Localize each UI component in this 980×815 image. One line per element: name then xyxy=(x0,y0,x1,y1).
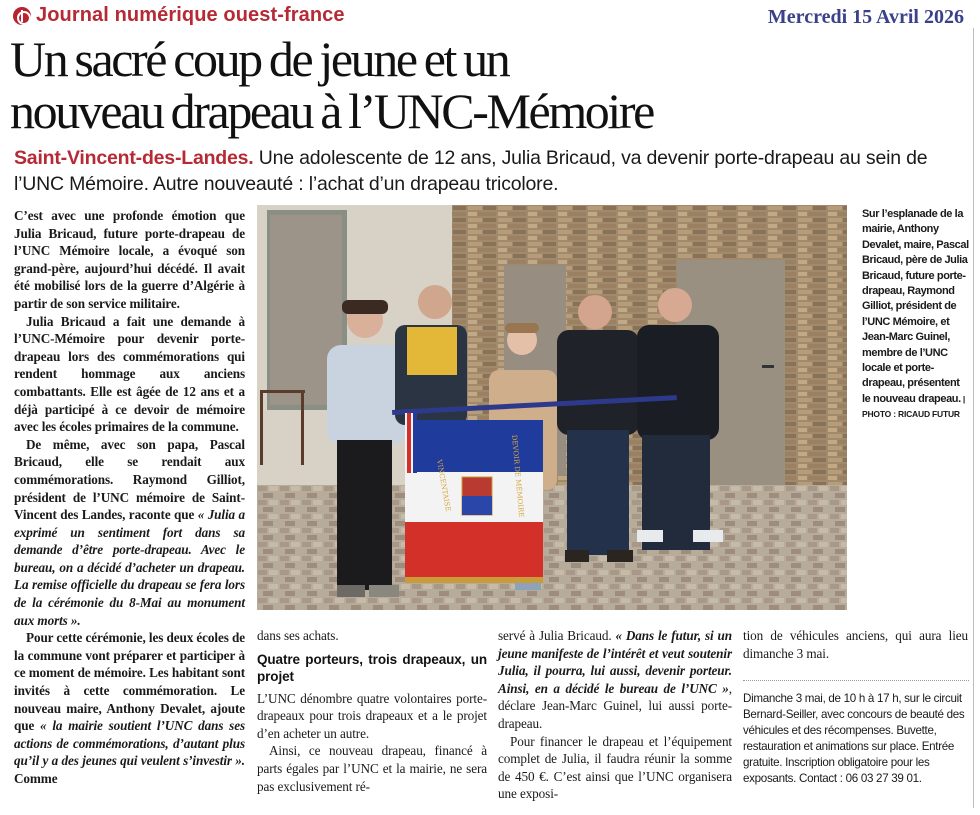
paragraph: tion de véhicules anciens, qui aura lieu dimanche 3 mai. xyxy=(743,628,968,661)
paragraph-text: , déclare Jean-Marc Guinel, lui aussi porte-drapeau. xyxy=(498,680,732,731)
article-column-3 xyxy=(498,627,732,803)
quote: « la mairie soutient l’UNC dans ses actions de commémorations, d’autant plus qu’il y a des jeunes qui veulent s’investir ». xyxy=(14,718,245,769)
article-photo xyxy=(257,205,847,610)
photo-credit: | PHOTO : RICAUD FUTUR xyxy=(862,393,966,420)
lead-place: Saint-Vincent-des-Landes. xyxy=(14,147,254,169)
masthead xyxy=(13,4,345,27)
flag-text-left: VINCENTAISE xyxy=(435,458,453,513)
event-info-box: Dimanche 3 mai, de 10 h à 17 h, sur le circuit Bernard-Seiller, avec concours de beauté des véhicules et des récompenses. Buvette, restauration et animations sur place. Entrée gratuite. Inscription obligatoire pour les exposants. Contact : 06 03 27 39 01. xyxy=(743,680,969,787)
headline xyxy=(10,33,970,137)
paragraph xyxy=(14,629,245,787)
journal-name: Journal numérique ouest-france xyxy=(36,4,345,26)
lead-text: Une adolescente de 12 ans, Julia Bricaud, va devenir porte-drapeau au sein de l’UNC Mémoire. Autre nouveauté : l’achat d’un drapeau tricolore. xyxy=(14,147,928,195)
flag-text-right: DEVOIR DE MÉMOIRE xyxy=(510,434,526,518)
paragraph xyxy=(14,436,245,630)
paragraph xyxy=(498,627,732,733)
paragraph: L’UNC dénombre quatre volontaires porte-drapeaux pour trois drapeaux et a le projet d’en acheter un autre. xyxy=(257,690,487,741)
subheading: Quatre porteurs, trois drapeaux, un projet xyxy=(257,651,487,684)
publication-date: Mercredi 15 Avril 2026 xyxy=(767,6,964,28)
flag xyxy=(405,413,543,583)
photo-caption xyxy=(862,207,970,423)
quote: « Dans le futur, si un jeune manifeste de l’intérêt et veut soutenir Julia, il pourra, lui aussi, devenir porteur. Ainsi, en a décidé le bureau de l’UNC » xyxy=(498,628,732,696)
article-column-4 xyxy=(743,627,968,662)
door-handle xyxy=(762,365,774,368)
paragraph-text: servé à Julia Bricaud. xyxy=(498,628,616,643)
article-column-1 xyxy=(14,207,245,788)
lead-paragraph xyxy=(14,145,974,197)
photo-illustration xyxy=(257,205,847,610)
headline-line-1: Un sacré coup de jeune et un xyxy=(10,31,509,87)
article-column-2 xyxy=(257,627,487,795)
paragraph: dans ses achats. xyxy=(257,628,339,643)
ouest-france-logo-icon xyxy=(13,7,31,25)
paragraph-text: De même, avec son papa, Pascal Bricaud, elle se rendait aux commémorations. Raymond Gilliot, président de l’UNC mémoire de Saint-Vincent des Landes, raconte que xyxy=(14,436,245,523)
paragraph: C’est avec une profonde émotion que Julia Bricaud, future porte-drapeau de l’UNC Mémoire locale, a évoqué son grand-père, aujourd’hui décédé. Il avait été mobilisé lors de la guerre d’Algérie à partir de son service militaire. xyxy=(14,208,245,311)
paragraph-text: Comme xyxy=(14,771,58,786)
paragraph: Pour financer le drapeau et l’équipement complet de Julia, il faudra réunir la somme de 450 €. C’est ainsi que l’UNC organisera une exposi- xyxy=(498,733,732,802)
quote: « Julia a exprimé un sentiment fort dans sa demande d’être porte-drapeau. Avec le bureau, on a décidé d’acheter un drapeau. La remise officielle du drapeau se fera lors de la cérémonie du 8-Mai au monument aux morts ». xyxy=(14,507,245,628)
headline-line-2: nouveau drapeau à l’UNC-Mémoire xyxy=(10,83,653,139)
right-border-rule xyxy=(973,28,974,808)
paragraph: Ainsi, ce nouveau drapeau, financé à parts égales par l’UNC et la mairie, ne sera pas exclusivement ré- xyxy=(257,743,487,794)
caption-text: Sur l’esplanade de la mairie, Anthony Devalet, maire, Pascal Bricaud, père de Julia Bricaud, future porte-drapeau, Raymond Gilliot, président de l’UNC Mémoire, et Jean-Marc Guinel, membre de l’UNC locale et porte-drapeau, présentent le nouveau drapeau. xyxy=(862,208,969,405)
person-4 xyxy=(557,295,639,562)
paragraph-text: Pour cette cérémonie, les deux écoles de la commune vont préparer et participer à ce moment de mémoire. Les habitant sont invités à cette commémoration. Le nouveau maire, Anthony Devalet, ajoute que xyxy=(14,630,245,734)
paragraph: Julia Bricaud a fait une demande à l’UNC-Mémoire pour devenir porte-drapeau lors des commémorations qui rendent hommage aux anciens combattants. Elle est âgée de 12 ans et a déjà participé à ce devoir de mémoire avec les écoles primaires de la commune. xyxy=(14,313,245,435)
